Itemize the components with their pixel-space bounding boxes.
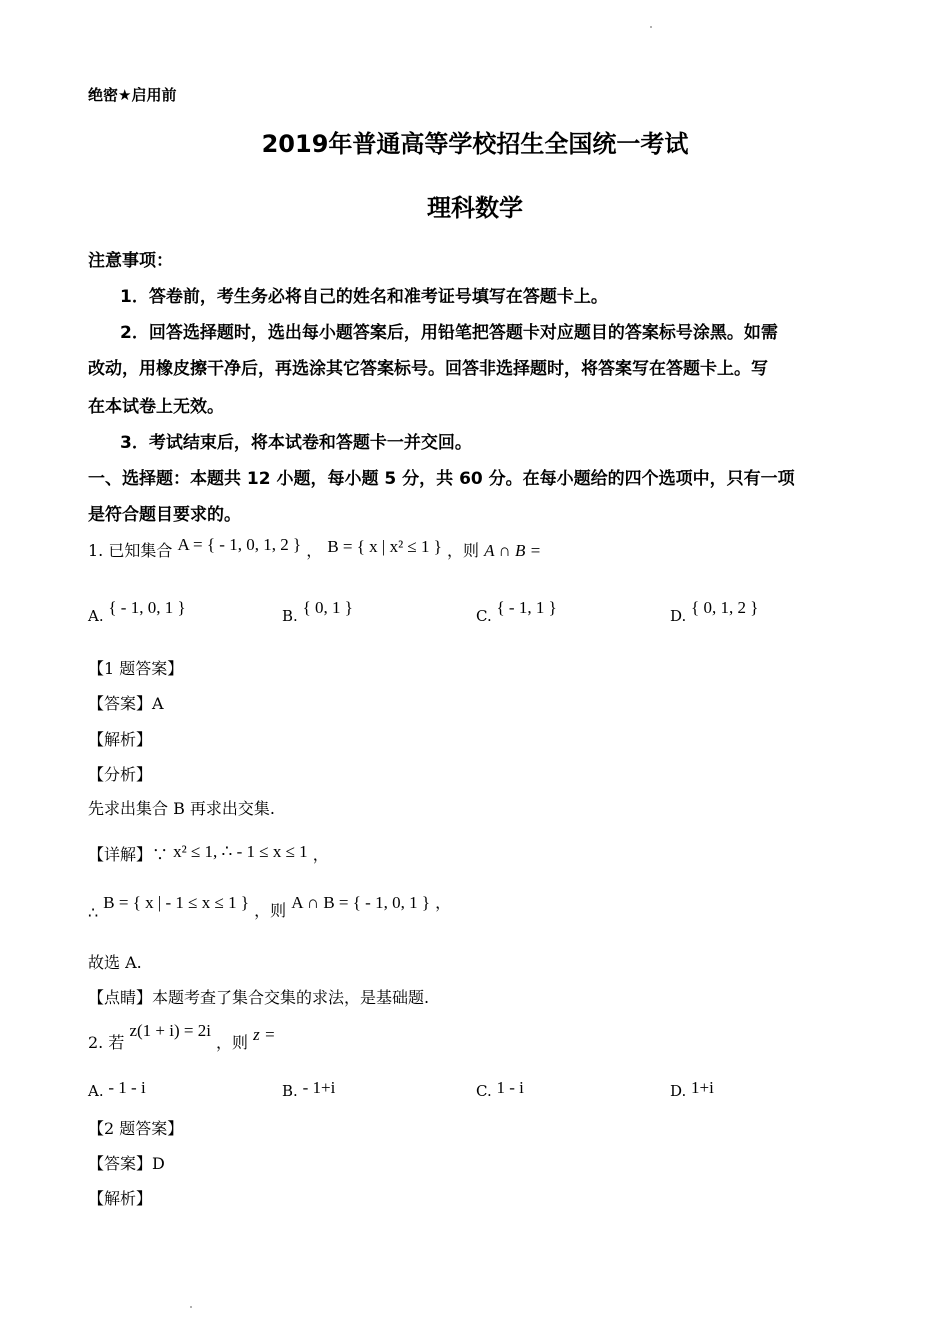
option-label: B. <box>282 1082 298 1100</box>
option-d <box>670 1078 714 1098</box>
analysis-label: 【解析】 <box>88 1189 153 1208</box>
exam-subject: 理科数学 <box>427 194 523 222</box>
option-a <box>88 1078 146 1098</box>
question-1 <box>88 535 542 561</box>
question-prefix: 1. 已知集合 <box>88 541 173 560</box>
result-ab: A ∩ B = { - 1, 0, 1 } <box>291 893 430 912</box>
option-value: { - 1, 1 } <box>496 598 557 617</box>
option-label: B. <box>282 607 298 625</box>
choose: 故选 A. <box>88 953 142 972</box>
question-target: z = <box>253 1025 276 1044</box>
separator: ， <box>306 541 323 560</box>
option-c <box>476 598 557 625</box>
detail-prefix: 【详解】∵ <box>88 845 169 864</box>
option-label: D. <box>670 607 687 625</box>
set-b: B = { x | x² ≤ 1 } <box>327 537 442 556</box>
answer-heading: 【2 题答案】 <box>88 1119 184 1138</box>
section-heading: 一、选择题：本题共 12 小题，每小题 5 分，共 60 分。在每小题给的四个选项中，只有一项 <box>88 469 795 489</box>
option-label: A. <box>88 607 104 625</box>
comment: 【点睛】本题考查了集合交集的求法，是基础题. <box>88 988 430 1007</box>
answer-heading: 【1 题答案】 <box>88 659 184 678</box>
notice-item-2: 2．回答选择题时，选出每小题答案后，用铅笔把答题卡对应题目的答案标号涂黑。如需 <box>120 323 778 343</box>
option-b <box>282 598 353 625</box>
notice-item-1: 1．答卷前，考生务必将自己的姓名和准考证号填写在答题卡上。 <box>120 287 608 307</box>
question-mid: ，则 <box>216 1033 249 1052</box>
option-value: { 0, 1 } <box>302 598 353 617</box>
question-target: A ∩ B = <box>484 541 542 560</box>
detail-math: x² ≤ 1, ∴ - 1 ≤ x ≤ 1 <box>173 842 308 861</box>
option-c <box>476 1078 524 1098</box>
option-value: 1+i <box>691 1078 714 1097</box>
section-heading-cont: 是符合题目要求的。 <box>88 505 241 525</box>
condition: z(1 + i) = 2i <box>129 1021 211 1040</box>
question-suffix: ，则 <box>447 541 480 560</box>
answer: 【答案】A <box>88 694 164 713</box>
option-label: D. <box>670 1082 687 1100</box>
detail <box>88 842 329 865</box>
option-value: - 1+i <box>302 1078 336 1097</box>
notice-item-2-cont: 在本试卷上无效。 <box>88 397 224 417</box>
analysis-label: 【解析】 <box>88 730 153 749</box>
result-end: ， <box>435 893 452 912</box>
notice-item-2-cont: 改动，用橡皮擦干净后，再选涂其它答案标号。回答非选择题时，将答案写在答题卡上。写 <box>88 359 768 379</box>
detail-suffix: ， <box>312 845 329 864</box>
question-2 <box>88 1021 276 1053</box>
option-label: C. <box>476 1082 492 1100</box>
answer: 【答案】D <box>88 1154 165 1173</box>
therefore-symbol: ∴ <box>88 903 99 922</box>
option-value: - 1 - i <box>108 1078 146 1097</box>
option-value: { 0, 1, 2 } <box>691 598 759 617</box>
fenxi-text: 先求出集合 B 再求出交集. <box>88 799 276 818</box>
fenxi-label: 【分析】 <box>88 765 153 784</box>
speck <box>650 26 652 28</box>
option-label: A. <box>88 1082 104 1100</box>
question-prefix: 2. 若 <box>88 1033 125 1052</box>
option-d <box>670 598 759 625</box>
option-b <box>282 1078 335 1098</box>
result <box>88 890 452 922</box>
notice-heading: 注意事项： <box>88 251 173 271</box>
notice-item-3: 3．考试结束后，将本试卷和答题卡一并交回。 <box>120 433 472 453</box>
set-a: A = { - 1, 0, 1, 2 } <box>177 535 302 554</box>
option-value: 1 - i <box>496 1078 524 1097</box>
option-a <box>88 598 186 625</box>
result-mid: ，则 <box>254 901 287 920</box>
option-label: C. <box>476 607 492 625</box>
speck <box>190 1306 192 1308</box>
exam-title: 2019年普通高等学校招生全国统一考试 <box>261 130 689 158</box>
secret-label: 绝密★启用前 <box>88 86 177 104</box>
result-b: B = { x | - 1 ≤ x ≤ 1 } <box>103 893 250 912</box>
option-value: { - 1, 0, 1 } <box>108 598 186 617</box>
